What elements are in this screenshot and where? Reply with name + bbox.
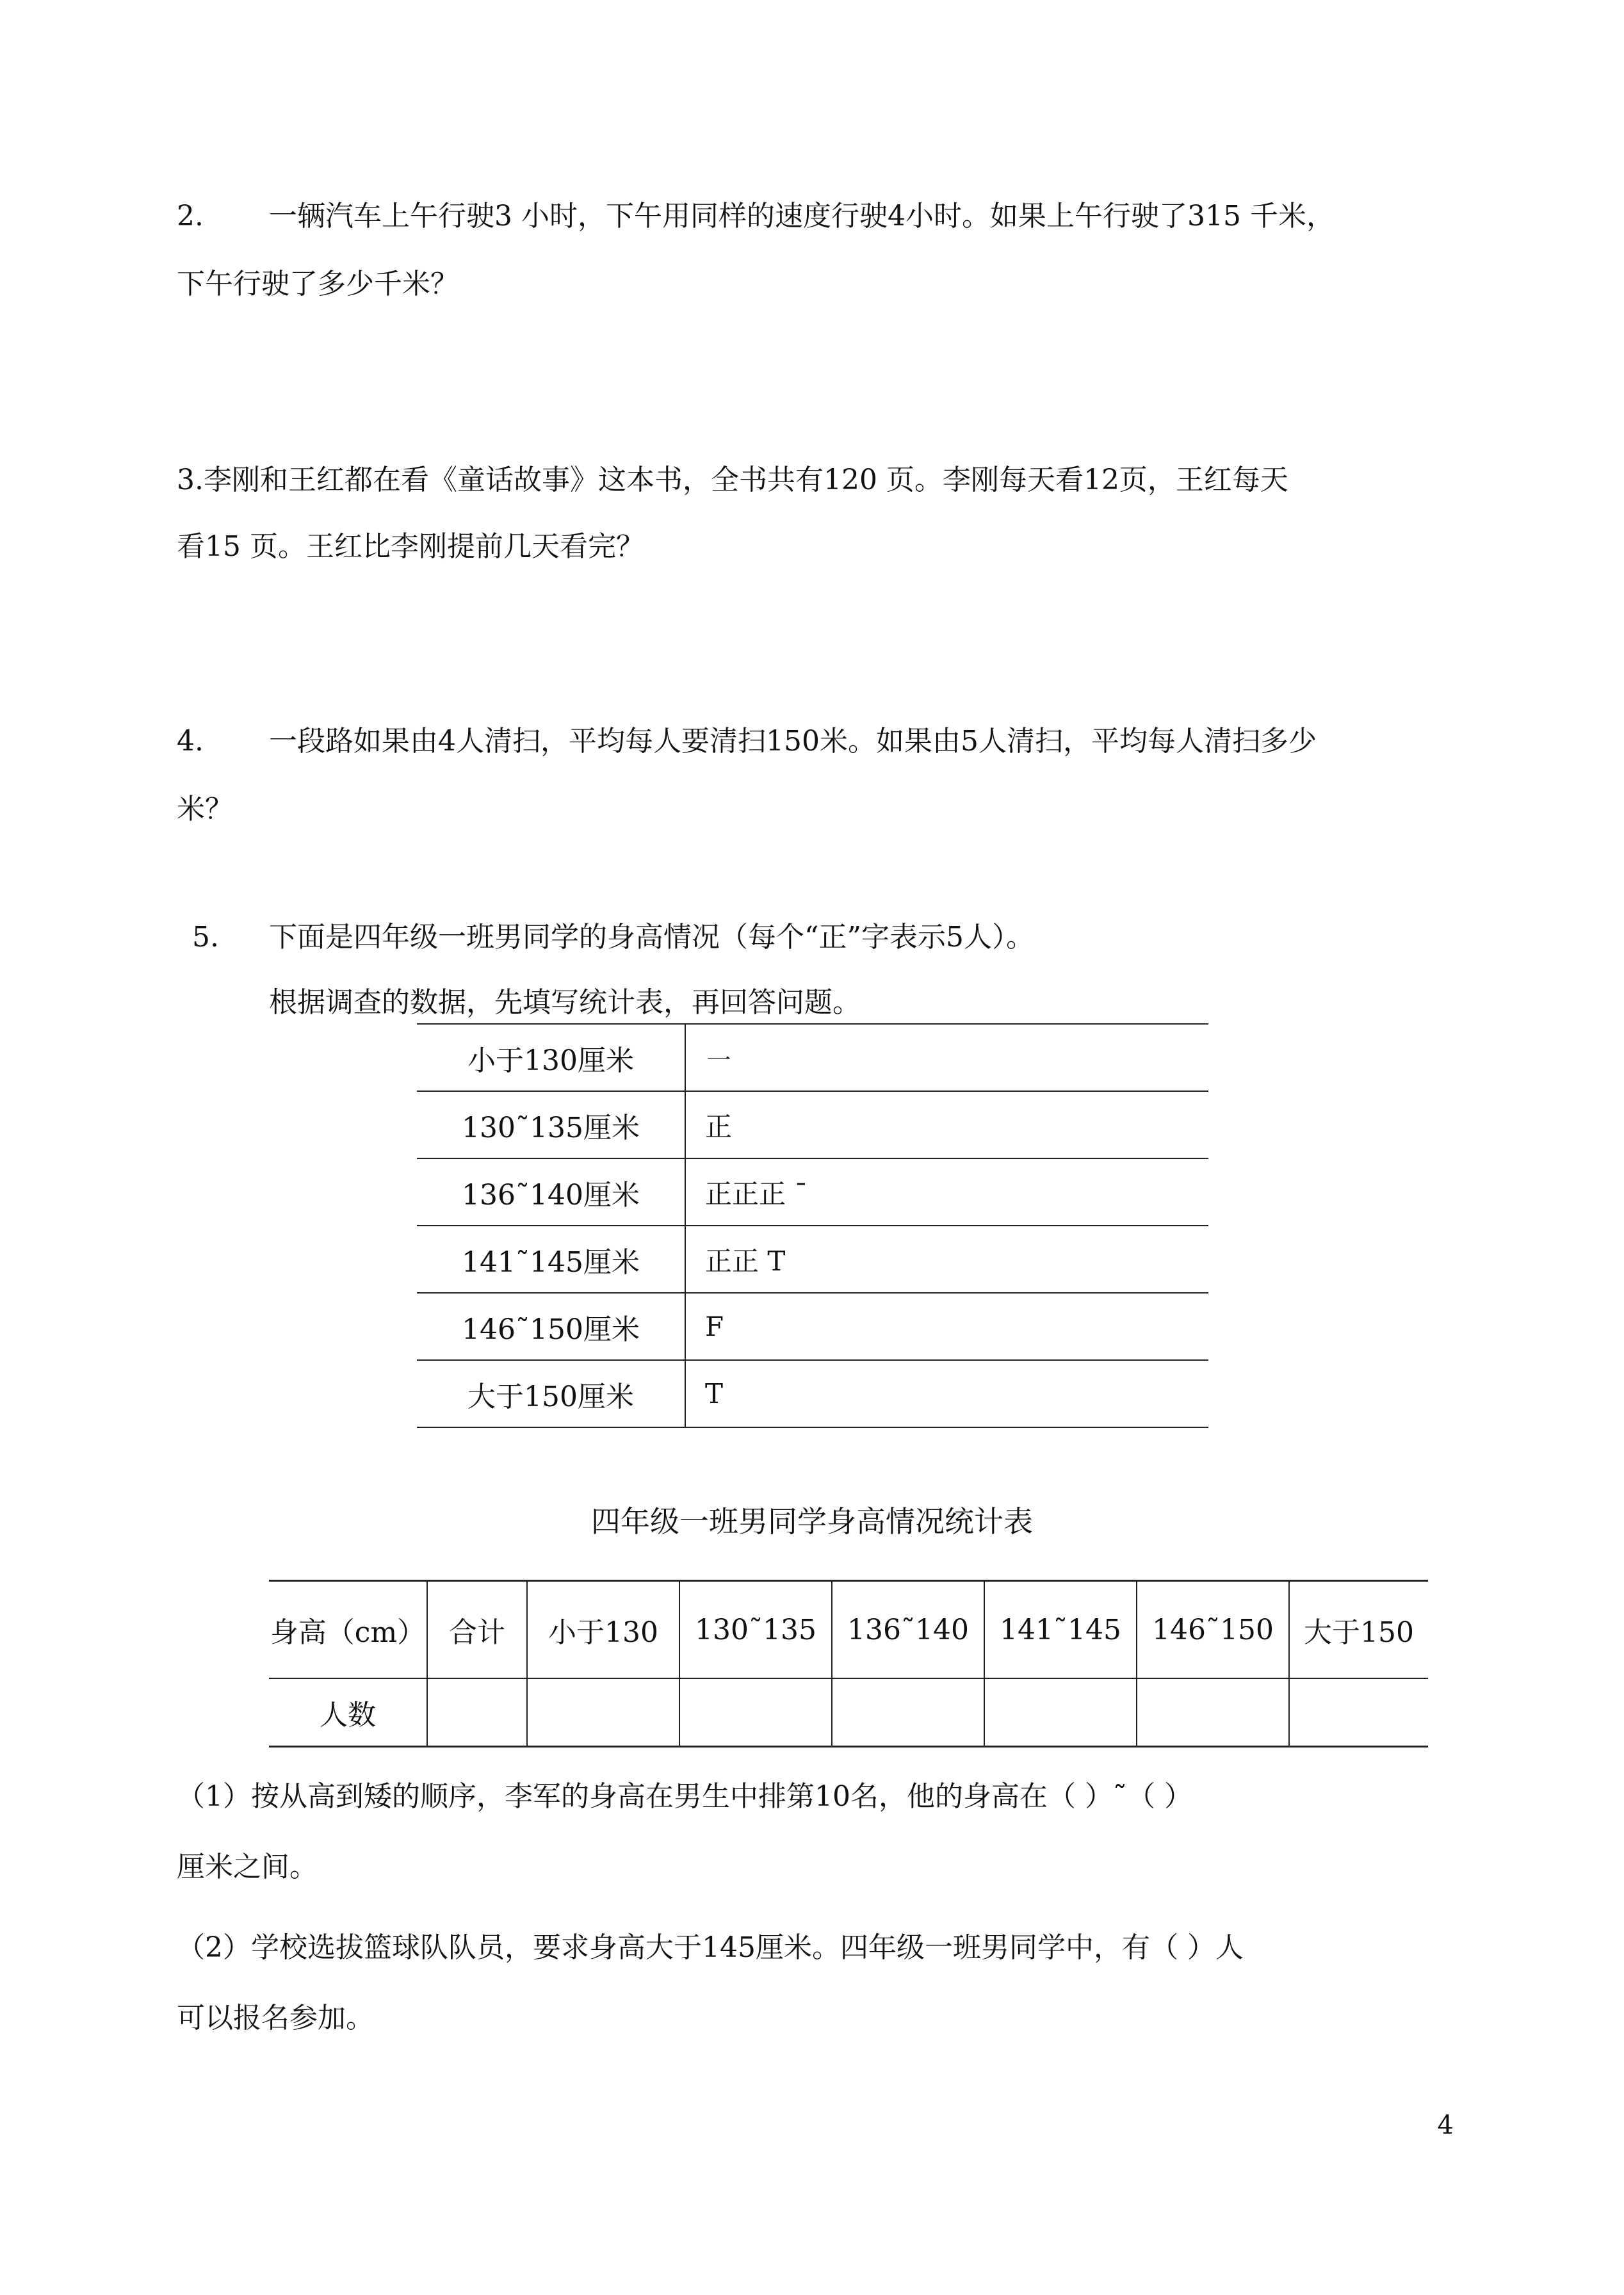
question-4-line-2: 米？ <box>177 793 233 825</box>
tally-row <box>417 1226 1208 1293</box>
stats-empty-cell[interactable] <box>1289 1678 1428 1747</box>
stats-header-cell: 130˜135 <box>679 1581 832 1679</box>
stats-empty-cell[interactable] <box>527 1678 679 1747</box>
sub-question-2-line-1: （2）学校选拔篮球队队员，要求身高大于145厘米。四年级一班男同学中，有（ ）人 <box>177 1931 1244 1964</box>
tally-range: 136˜140厘米 <box>417 1158 685 1226</box>
stats-empty-cell[interactable] <box>1137 1678 1289 1747</box>
stats-table-caption: 四年级一班男同学身高情况统计表 <box>591 1504 1033 1539</box>
stats-empty-cell[interactable] <box>679 1678 832 1747</box>
question-2-line-2: 下午行驶了多少千米？ <box>177 268 459 300</box>
tally-row <box>417 1293 1208 1360</box>
stats-row-label: 人数 <box>269 1678 427 1747</box>
question-4-number: 4. <box>177 725 204 758</box>
tally-range: 小于130厘米 <box>417 1024 685 1091</box>
tally-mark: T <box>685 1360 1208 1427</box>
tally-table <box>417 1023 1208 1428</box>
stats-empty-cell[interactable] <box>832 1678 984 1747</box>
stats-header-cell: 身高（cm） <box>269 1581 427 1679</box>
question-5-line-1: 下面是四年级一班男同学的身高情况（每个“正”字表示5人）。 <box>269 921 1034 953</box>
tally-mark: 正 <box>685 1091 1208 1158</box>
stats-header-cell: 146˜150 <box>1137 1581 1289 1679</box>
tally-range: 146˜150厘米 <box>417 1293 685 1360</box>
tally-row <box>417 1158 1208 1226</box>
stats-header-cell: 136˜140 <box>832 1581 984 1679</box>
tally-range: 141˜145厘米 <box>417 1226 685 1293</box>
stats-empty-cell[interactable] <box>427 1678 527 1747</box>
sub-question-1-line-2: 厘米之间。 <box>177 1851 318 1883</box>
tally-range: 大于150厘米 <box>417 1360 685 1427</box>
question-2-number: 2. <box>177 200 204 232</box>
question-3-line-1: 3.李刚和王红都在看《童话故事》这本书，全书共有120 页。李刚每天看12页，王红每天 <box>177 464 1288 496</box>
tally-mark: ㇐ <box>685 1024 1208 1091</box>
question-5-line-2: 根据调查的数据，先填写统计表，再回答问题。 <box>269 986 861 1019</box>
tally-range: 130˜135厘米 <box>417 1091 685 1158</box>
tally-row <box>417 1360 1208 1427</box>
stats-table <box>269 1580 1428 1748</box>
tally-mark: 正正正 ˉ <box>685 1158 1208 1226</box>
tally-row <box>417 1024 1208 1091</box>
stats-header-cell: 141˜145 <box>984 1581 1137 1679</box>
tally-mark: F <box>685 1293 1208 1360</box>
question-4-line-1: 一段路如果由4人清扫，平均每人要清扫150米。如果由5人清扫，平均每人清扫多少 <box>269 725 1317 758</box>
stats-header-cell: 小于130 <box>527 1581 679 1679</box>
question-2-line-1: 一辆汽车上午行驶3 小时，下午用同样的速度行驶4小时。如果上午行驶了315 千米， <box>269 200 1335 232</box>
stats-header-cell: 大于150 <box>1289 1581 1428 1679</box>
page-number: 4 <box>1437 2111 1454 2140</box>
stats-count-row <box>269 1678 1428 1747</box>
sub-question-2-line-2: 可以报名参加。 <box>177 2002 374 2034</box>
tally-mark: 正正 T <box>685 1226 1208 1293</box>
stats-empty-cell[interactable] <box>984 1678 1137 1747</box>
stats-header-row <box>269 1581 1428 1679</box>
sub-question-1-line-1: （1）按从高到矮的顺序，李军的身高在男生中排第10名，他的身高在（ ）˜（ ） <box>177 1780 1192 1813</box>
question-5-number: 5. <box>192 921 219 953</box>
question-3-line-2: 看15 页。王红比李刚提前几天看完？ <box>177 530 644 563</box>
tally-row <box>417 1091 1208 1158</box>
stats-header-cell: 合计 <box>427 1581 527 1679</box>
